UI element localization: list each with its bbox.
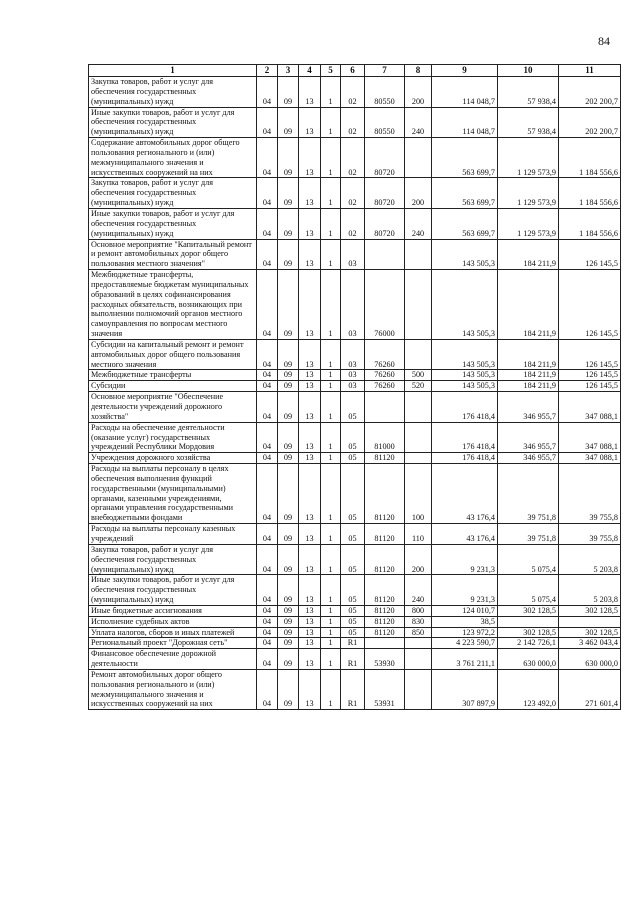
code-expense-type: 200 [405,544,432,575]
table-row [89,422,621,453]
code-expense-type [405,138,432,178]
code-subprogram: 1 [321,178,341,209]
amount-col-9: 563 699,7 [432,208,498,239]
code-activity: 05 [341,616,365,627]
code-subsection: 09 [278,649,299,670]
code-subsection: 09 [278,669,299,709]
table-row [89,544,621,575]
code-section: 04 [257,453,278,464]
amount-col-10: 1 129 573,9 [498,138,559,178]
code-program: 13 [299,77,321,108]
code-direction: 81120 [365,453,405,464]
code-direction: 81120 [365,464,405,524]
code-section: 04 [257,524,278,545]
code-direction: 80720 [365,208,405,239]
code-section: 04 [257,616,278,627]
amount-col-11: 5 203,8 [559,575,621,606]
code-expense-type: 240 [405,575,432,606]
code-program: 13 [299,464,321,524]
table-row [89,575,621,606]
code-section: 04 [257,370,278,381]
code-expense-type: 240 [405,107,432,138]
code-program: 13 [299,616,321,627]
table-row [89,392,621,423]
code-activity: R1 [341,638,365,649]
code-subprogram: 1 [321,544,341,575]
code-expense-type [405,239,432,270]
amount-col-10: 302 128,5 [498,627,559,638]
code-program: 13 [299,422,321,453]
code-subsection: 09 [278,616,299,627]
amount-col-11: 1 184 556,6 [559,138,621,178]
code-subsection: 09 [278,464,299,524]
column-header-10: 10 [498,65,559,77]
column-header-2: 2 [257,65,278,77]
code-subprogram: 1 [321,107,341,138]
amount-col-10: 57 938,4 [498,107,559,138]
code-subprogram: 1 [321,239,341,270]
code-expense-type: 200 [405,77,432,108]
amount-col-10: 184 211,9 [498,270,559,340]
code-section: 04 [257,138,278,178]
code-subprogram: 1 [321,453,341,464]
amount-col-9: 124 010,7 [432,605,498,616]
row-name: Расходы на выплаты персоналу казенных учреждений [89,524,257,545]
code-direction: 53930 [365,649,405,670]
column-header-1: 1 [89,65,257,77]
code-subsection: 09 [278,178,299,209]
table-row [89,239,621,270]
amount-col-10: 123 492,0 [498,669,559,709]
code-direction: 81120 [365,575,405,606]
code-expense-type: 520 [405,381,432,392]
code-program: 13 [299,605,321,616]
amount-col-9: 3 761 211,1 [432,649,498,670]
table-row [89,605,621,616]
amount-col-11: 347 088,1 [559,422,621,453]
code-subprogram: 1 [321,638,341,649]
table-row [89,370,621,381]
table-row [89,270,621,340]
amount-col-11 [559,616,621,627]
code-program: 13 [299,178,321,209]
code-section: 04 [257,208,278,239]
table-row [89,339,621,370]
code-subsection: 09 [278,138,299,178]
amount-col-11: 347 088,1 [559,453,621,464]
code-subsection: 09 [278,627,299,638]
column-header-7: 7 [365,65,405,77]
code-direction [365,392,405,423]
code-activity: 02 [341,208,365,239]
code-activity: 02 [341,77,365,108]
code-direction: 81120 [365,605,405,616]
amount-col-10: 1 129 573,9 [498,178,559,209]
amount-col-9: 123 972,2 [432,627,498,638]
code-subprogram: 1 [321,669,341,709]
code-subprogram: 1 [321,616,341,627]
amount-col-9: 4 223 590,7 [432,638,498,649]
amount-col-11: 126 145,5 [559,270,621,340]
table-row [89,381,621,392]
code-direction [365,638,405,649]
code-subsection: 09 [278,605,299,616]
code-subsection: 09 [278,524,299,545]
amount-col-9: 9 231,3 [432,544,498,575]
table-header-row [89,65,621,77]
amount-col-11: 126 145,5 [559,381,621,392]
table-row [89,669,621,709]
code-program: 13 [299,544,321,575]
amount-col-10: 5 075,4 [498,575,559,606]
code-program: 13 [299,649,321,670]
code-program: 13 [299,107,321,138]
row-name: Расходы на выплаты персоналу в целях обеспечения выполнения функций государственными (муниципальными) органами, казенными учреждениями, органами управления государственными внебюджетными фондами [89,464,257,524]
code-subprogram: 1 [321,381,341,392]
code-activity: 05 [341,453,365,464]
amount-col-10: 1 129 573,9 [498,208,559,239]
row-name: Закупка товаров, работ и услуг для обеспечения государственных (муниципальных) нужд [89,544,257,575]
amount-col-10: 184 211,9 [498,239,559,270]
code-expense-type: 500 [405,370,432,381]
amount-col-9: 563 699,7 [432,178,498,209]
code-section: 04 [257,381,278,392]
amount-col-10: 57 938,4 [498,77,559,108]
code-subprogram: 1 [321,575,341,606]
row-name: Уплата налогов, сборов и иных платежей [89,627,257,638]
column-header-11: 11 [559,65,621,77]
code-program: 13 [299,575,321,606]
code-program: 13 [299,381,321,392]
column-header-5: 5 [321,65,341,77]
code-subprogram: 1 [321,524,341,545]
column-header-3: 3 [278,65,299,77]
code-direction: 80720 [365,178,405,209]
code-subsection: 09 [278,392,299,423]
code-activity: 05 [341,544,365,575]
code-subsection: 09 [278,370,299,381]
code-section: 04 [257,239,278,270]
amount-col-11: 347 088,1 [559,392,621,423]
code-direction: 80550 [365,77,405,108]
code-subsection: 09 [278,77,299,108]
code-section: 04 [257,627,278,638]
code-section: 04 [257,339,278,370]
code-direction: 81120 [365,627,405,638]
amount-col-9: 38,5 [432,616,498,627]
code-direction: 81000 [365,422,405,453]
row-name: Иные закупки товаров, работ и услуг для обеспечения государственных (муниципальных) нужд [89,575,257,606]
table-row [89,649,621,670]
amount-col-10: 39 751,8 [498,524,559,545]
code-section: 04 [257,544,278,575]
row-name: Финансовое обеспечение дорожной деятельности [89,649,257,670]
code-subsection: 09 [278,107,299,138]
code-section: 04 [257,575,278,606]
amount-col-11: 302 128,5 [559,627,621,638]
code-direction: 76260 [365,339,405,370]
code-program: 13 [299,239,321,270]
amount-col-10: 346 955,7 [498,453,559,464]
code-direction: 76260 [365,370,405,381]
code-subprogram: 1 [321,77,341,108]
code-activity: 02 [341,107,365,138]
code-expense-type: 850 [405,627,432,638]
table-row [89,524,621,545]
code-activity: 03 [341,339,365,370]
code-subprogram: 1 [321,270,341,340]
code-activity: 03 [341,381,365,392]
code-expense-type [405,649,432,670]
amount-col-11: 1 184 556,6 [559,178,621,209]
column-header-6: 6 [341,65,365,77]
code-direction: 81120 [365,544,405,575]
table-row [89,178,621,209]
amount-col-9: 143 505,3 [432,339,498,370]
amount-col-9: 43 176,4 [432,524,498,545]
code-activity: R1 [341,649,365,670]
code-program: 13 [299,392,321,423]
code-section: 04 [257,638,278,649]
row-name: Иные закупки товаров, работ и услуг для обеспечения государственных (муниципальных) нужд [89,208,257,239]
code-subprogram: 1 [321,627,341,638]
code-subprogram: 1 [321,422,341,453]
amount-col-10: 184 211,9 [498,339,559,370]
row-name: Межбюджетные трансферты [89,370,257,381]
code-activity: 05 [341,524,365,545]
code-expense-type: 100 [405,464,432,524]
row-name: Учреждения дорожного хозяйства [89,453,257,464]
code-section: 04 [257,178,278,209]
code-direction: 76260 [365,381,405,392]
amount-col-11: 126 145,5 [559,239,621,270]
code-program: 13 [299,208,321,239]
code-subsection: 09 [278,270,299,340]
code-activity: 02 [341,178,365,209]
code-activity: 05 [341,575,365,606]
code-activity: 05 [341,627,365,638]
row-name: Субсидии [89,381,257,392]
code-subprogram: 1 [321,138,341,178]
code-expense-type [405,638,432,649]
code-section: 04 [257,605,278,616]
budget-table [88,64,621,710]
row-name: Закупка товаров, работ и услуг для обеспечения государственных (муниципальных) нужд [89,178,257,209]
code-expense-type [405,669,432,709]
code-expense-type [405,422,432,453]
code-section: 04 [257,464,278,524]
column-header-8: 8 [405,65,432,77]
code-subsection: 09 [278,575,299,606]
amount-col-11: 202 200,7 [559,107,621,138]
amount-col-11: 126 145,5 [559,370,621,381]
code-expense-type: 110 [405,524,432,545]
amount-col-9: 176 418,4 [432,422,498,453]
amount-col-10: 184 211,9 [498,381,559,392]
code-expense-type [405,270,432,340]
code-direction: 80550 [365,107,405,138]
code-direction: 80720 [365,138,405,178]
code-subsection: 09 [278,422,299,453]
code-expense-type [405,339,432,370]
table-row [89,627,621,638]
amount-col-11: 3 462 043,4 [559,638,621,649]
code-program: 13 [299,339,321,370]
page-number: 84 [598,34,610,48]
code-program: 13 [299,627,321,638]
amount-col-10: 39 751,8 [498,464,559,524]
row-name: Межбюджетные трансферты, предоставляемые бюджетам муниципальных образований в целях софинансирования расходных обязательств, возникающих при выполнении полномочий органов местного самоуправления по вопросам местного значения [89,270,257,340]
code-activity: 03 [341,239,365,270]
code-section: 04 [257,77,278,108]
row-name: Основное мероприятие "Капитальный ремонт и ремонт автомобильных дорог общего пользования местного значения" [89,239,257,270]
code-program: 13 [299,138,321,178]
table-body [89,77,621,710]
row-name: Иные бюджетные ассигнования [89,605,257,616]
code-program: 13 [299,453,321,464]
row-name: Содержание автомобильных дорог общего пользования регионального и (или) межмуниципального значения и искусственных сооружений на них [89,138,257,178]
code-program: 13 [299,370,321,381]
amount-col-9: 563 699,7 [432,138,498,178]
code-activity: 05 [341,464,365,524]
amount-col-9: 114 048,7 [432,77,498,108]
table-row [89,77,621,108]
amount-col-9: 143 505,3 [432,270,498,340]
table-row [89,464,621,524]
amount-col-11: 39 755,8 [559,464,621,524]
row-name: Исполнение судебных актов [89,616,257,627]
row-name: Закупка товаров, работ и услуг для обеспечения государственных (муниципальных) нужд [89,77,257,108]
code-subprogram: 1 [321,605,341,616]
table-row [89,208,621,239]
code-expense-type [405,392,432,423]
amount-col-11: 630 000,0 [559,649,621,670]
code-expense-type: 830 [405,616,432,627]
amount-col-10: 5 075,4 [498,544,559,575]
table-row [89,453,621,464]
table-row [89,138,621,178]
code-direction: 81120 [365,524,405,545]
code-subprogram: 1 [321,339,341,370]
code-expense-type: 240 [405,208,432,239]
code-subsection: 09 [278,208,299,239]
column-header-9: 9 [432,65,498,77]
code-activity: 03 [341,270,365,340]
amount-col-9: 9 231,3 [432,575,498,606]
row-name: Ремонт автомобильных дорог общего пользования регионального и (или) межмуниципального значения и искусственных сооружений на них [89,669,257,709]
code-section: 04 [257,422,278,453]
amount-col-11: 39 755,8 [559,524,621,545]
row-name: Иные закупки товаров, работ и услуг для обеспечения государственных (муниципальных) нужд [89,107,257,138]
row-name: Основное мероприятие "Обеспечение деятельности учреждений дорожного хозяйства" [89,392,257,423]
row-name: Региональный проект "Дорожная сеть" [89,638,257,649]
code-direction: 81120 [365,616,405,627]
code-section: 04 [257,392,278,423]
code-subprogram: 1 [321,464,341,524]
code-activity: 05 [341,422,365,453]
column-header-4: 4 [299,65,321,77]
code-expense-type [405,453,432,464]
code-subsection: 09 [278,638,299,649]
code-section: 04 [257,669,278,709]
code-subprogram: 1 [321,649,341,670]
amount-col-11: 302 128,5 [559,605,621,616]
table-row [89,107,621,138]
code-program: 13 [299,270,321,340]
code-activity: 03 [341,370,365,381]
code-activity: 05 [341,392,365,423]
amount-col-10: 302 128,5 [498,605,559,616]
code-activity: 02 [341,138,365,178]
code-subprogram: 1 [321,208,341,239]
code-expense-type: 200 [405,178,432,209]
table-row [89,616,621,627]
row-name: Расходы на обеспечение деятельности (оказание услуг) государственных учреждений Республики Мордовия [89,422,257,453]
amount-col-10: 630 000,0 [498,649,559,670]
code-subsection: 09 [278,544,299,575]
amount-col-10: 346 955,7 [498,392,559,423]
amount-col-10: 184 211,9 [498,370,559,381]
code-subsection: 09 [278,239,299,270]
code-expense-type: 800 [405,605,432,616]
amount-col-9: 143 505,3 [432,239,498,270]
code-program: 13 [299,669,321,709]
table-row [89,638,621,649]
code-program: 13 [299,524,321,545]
code-program: 13 [299,638,321,649]
amount-col-9: 43 176,4 [432,464,498,524]
code-subprogram: 1 [321,370,341,381]
amount-col-11: 5 203,8 [559,544,621,575]
amount-col-9: 176 418,4 [432,453,498,464]
code-section: 04 [257,649,278,670]
amount-col-11: 202 200,7 [559,77,621,108]
amount-col-11: 1 184 556,6 [559,208,621,239]
code-subsection: 09 [278,453,299,464]
amount-col-11: 126 145,5 [559,339,621,370]
amount-col-10: 2 142 726,1 [498,638,559,649]
code-section: 04 [257,270,278,340]
code-subsection: 09 [278,339,299,370]
code-direction [365,239,405,270]
row-name: Субсидии на капитальный ремонт и ремонт автомобильных дорог общего пользования местного значения [89,339,257,370]
code-section: 04 [257,107,278,138]
amount-col-9: 143 505,3 [432,381,498,392]
code-activity: 05 [341,605,365,616]
code-activity: R1 [341,669,365,709]
amount-col-11: 271 601,4 [559,669,621,709]
amount-col-9: 307 897,9 [432,669,498,709]
code-direction: 76000 [365,270,405,340]
amount-col-9: 143 505,3 [432,370,498,381]
code-subsection: 09 [278,381,299,392]
amount-col-9: 176 418,4 [432,392,498,423]
amount-col-9: 114 048,7 [432,107,498,138]
code-direction: 53931 [365,669,405,709]
amount-col-10: 346 955,7 [498,422,559,453]
amount-col-10 [498,616,559,627]
code-subprogram: 1 [321,392,341,423]
